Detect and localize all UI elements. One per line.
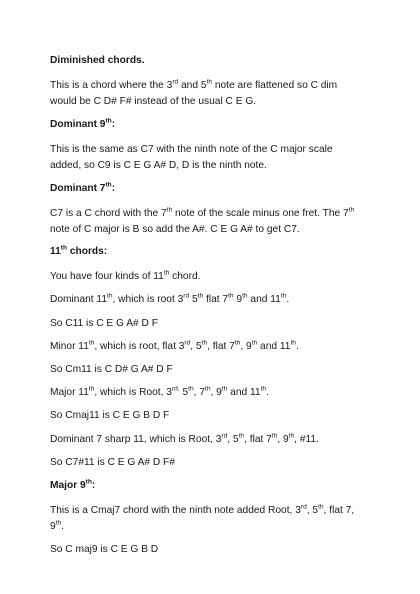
superscript-ordinal: th bbox=[206, 78, 213, 86]
text-run: So C7#11 is C E G A# D F# bbox=[50, 457, 175, 468]
paragraph-line bbox=[50, 341, 299, 353]
superscript-ordinal: th bbox=[260, 385, 267, 393]
superscript-ordinal: rd bbox=[184, 339, 191, 347]
superscript-ordinal: th bbox=[163, 269, 170, 277]
paragraph-line bbox=[50, 160, 267, 172]
text-run: Dominant 7 bbox=[50, 183, 106, 194]
superscript-ordinal: th bbox=[188, 385, 194, 393]
paragraph-line bbox=[50, 294, 289, 306]
text-run: . bbox=[61, 521, 65, 532]
text-run: : bbox=[91, 480, 96, 491]
text-run: Diminished chords. bbox=[50, 55, 145, 66]
paragraph-line bbox=[50, 457, 175, 469]
text-run: This is a chord where the 3 bbox=[50, 80, 173, 91]
superscript-ordinal: th bbox=[85, 478, 92, 486]
text-run: Major 11 bbox=[50, 387, 89, 398]
superscript-ordinal: th bbox=[88, 385, 95, 393]
superscript-ordinal: th bbox=[318, 503, 324, 511]
text-run: chord. bbox=[169, 271, 201, 282]
text-run: This is a Cmaj7 chord with the ninth note added Root, 3 bbox=[50, 505, 301, 516]
text-run: So C maj9 is C E G B D bbox=[50, 544, 159, 555]
text-run: : bbox=[111, 183, 116, 194]
text-run: : bbox=[111, 119, 116, 130]
text-run: , which is root 3 bbox=[112, 294, 184, 305]
paragraph-line bbox=[50, 96, 256, 108]
text-run: Major 9 bbox=[50, 480, 86, 491]
paragraph-line bbox=[50, 208, 354, 220]
section-heading bbox=[50, 246, 107, 258]
text-run: , flat 7 bbox=[207, 341, 235, 352]
text-run: and 11 bbox=[227, 387, 261, 398]
paragraph-line bbox=[50, 387, 269, 399]
superscript-ordinal: th bbox=[280, 292, 287, 300]
paragraph-line bbox=[50, 271, 201, 283]
text-run: . bbox=[295, 341, 299, 352]
text-run: . bbox=[286, 294, 290, 305]
text-run: So Cmaj11 is C E G B D F bbox=[50, 410, 170, 421]
text-run: 5 bbox=[179, 387, 189, 398]
text-run: So Cm11 is C D# G A# D F bbox=[50, 364, 173, 375]
text-run: chords: bbox=[67, 246, 108, 257]
superscript-ordinal: th bbox=[288, 432, 295, 440]
superscript-ordinal: th bbox=[197, 292, 204, 300]
text-run: , flat 7 bbox=[244, 434, 272, 445]
superscript-ordinal: th bbox=[251, 339, 258, 347]
text-run: note are flattened so C dim bbox=[212, 80, 338, 91]
superscript-ordinal: th bbox=[228, 292, 234, 300]
section-heading bbox=[50, 480, 95, 492]
superscript-ordinal: th bbox=[105, 117, 112, 125]
text-run: . bbox=[266, 387, 269, 398]
text-run: , 7 bbox=[193, 387, 205, 398]
text-run: Dominant 11 bbox=[50, 294, 108, 305]
superscript-ordinal: rd bbox=[300, 503, 307, 511]
paragraph-line bbox=[50, 521, 64, 533]
text-run: , 9 bbox=[277, 434, 289, 445]
superscript-ordinal: th bbox=[60, 244, 68, 252]
text-run: So C11 is C E G A# D F bbox=[50, 318, 158, 329]
text-run: , 9 bbox=[210, 387, 222, 398]
paragraph-line bbox=[50, 410, 169, 422]
text-run: , 9 bbox=[240, 341, 252, 352]
text-run: You have four kinds of 11 bbox=[50, 271, 164, 282]
paragraph-line bbox=[50, 434, 319, 446]
text-run: , 5 bbox=[190, 341, 202, 352]
text-run: C7 is a C chord with the 7 bbox=[50, 208, 167, 219]
superscript-ordinal: th bbox=[105, 181, 112, 189]
text-run: note of C major is B so add the A#. C E G A# to get C7. bbox=[50, 224, 300, 235]
text-run: , flat 7, bbox=[323, 505, 355, 516]
superscript-ordinal: rd bbox=[183, 292, 190, 300]
superscript-ordinal: th bbox=[242, 292, 248, 300]
superscript-ordinal: rd bbox=[221, 432, 228, 440]
text-run: 9 bbox=[50, 521, 56, 532]
paragraph-line bbox=[50, 224, 300, 236]
text-run: 11 bbox=[50, 246, 61, 257]
paragraph-line bbox=[50, 505, 354, 517]
superscript-ordinal: th bbox=[205, 385, 211, 393]
superscript-ordinal: th bbox=[221, 385, 228, 393]
superscript-ordinal: th bbox=[201, 339, 208, 347]
superscript-ordinal: rd bbox=[172, 78, 179, 86]
text-run: note of the scale minus one fret. The 7 bbox=[172, 208, 349, 219]
text-run: , 5 bbox=[306, 505, 319, 516]
text-run: , which is root, flat 3 bbox=[94, 341, 185, 352]
superscript-ordinal: th bbox=[234, 339, 241, 347]
section-heading bbox=[50, 55, 145, 67]
superscript-ordinal: th bbox=[166, 206, 173, 214]
text-run: Dominant 7 sharp 11, which is Root, 3 bbox=[50, 434, 222, 445]
text-run: Dominant 9 bbox=[50, 119, 106, 130]
text-run: , 5 bbox=[227, 434, 239, 445]
text-run: added, so C9 is C E G A# D, D is the ninth note. bbox=[50, 160, 267, 171]
superscript-ordinal: th bbox=[238, 432, 245, 440]
text-run: Minor 11 bbox=[50, 341, 89, 352]
text-run: and 11 bbox=[247, 294, 281, 305]
text-run: would be C D# F# instead of the usual C E G. bbox=[50, 96, 257, 107]
text-run: flat 7 bbox=[203, 294, 229, 305]
paragraph-line bbox=[50, 144, 333, 156]
paragraph-line bbox=[50, 80, 337, 92]
section-heading bbox=[50, 119, 115, 131]
superscript-ordinal: th bbox=[107, 292, 113, 300]
text-run: This is the same as C7 with the ninth note of the C major scale bbox=[50, 144, 333, 155]
superscript-ordinal: th bbox=[348, 206, 355, 214]
superscript-ordinal: th bbox=[55, 519, 62, 527]
paragraph-line bbox=[50, 318, 158, 330]
text-run: and 5 bbox=[178, 80, 207, 91]
paragraph-line bbox=[50, 544, 158, 556]
text-run: 9 bbox=[233, 294, 243, 305]
section-heading bbox=[50, 183, 115, 195]
text-run: and 11 bbox=[257, 341, 291, 352]
text-run: , #11. bbox=[294, 434, 319, 445]
superscript-ordinal: th bbox=[290, 339, 296, 347]
paragraph-line bbox=[50, 364, 173, 376]
text-run: , which is Root, 3 bbox=[94, 387, 172, 398]
text-run: 5 bbox=[189, 294, 198, 305]
superscript-ordinal: rd, bbox=[171, 385, 180, 393]
superscript-ordinal: th bbox=[88, 339, 95, 347]
superscript-ordinal: th bbox=[271, 432, 278, 440]
